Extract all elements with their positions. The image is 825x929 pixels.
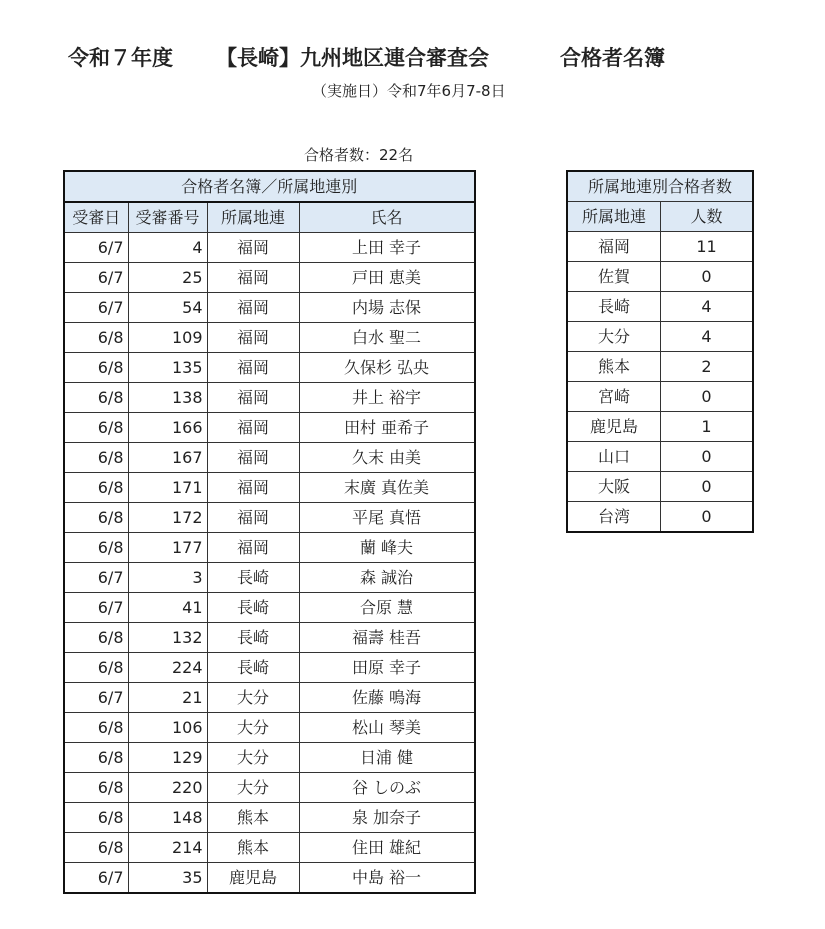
summary-region-cell: 熊本 xyxy=(567,352,661,382)
exam-number-cell: 3 xyxy=(128,563,207,593)
summary-count-cell: 0 xyxy=(661,502,754,533)
summary-header-count: 人数 xyxy=(661,202,754,232)
region-cell: 福岡 xyxy=(207,413,299,443)
exam-date-cell: 6/8 xyxy=(64,323,128,353)
table-row xyxy=(64,623,475,653)
title-event: 【長崎】九州地区連合審査会 xyxy=(216,46,489,70)
region-cell: 福岡 xyxy=(207,353,299,383)
name-cell: 戸田 恵美 xyxy=(299,263,475,293)
table-row xyxy=(64,533,475,563)
summary-region-cell: 福岡 xyxy=(567,232,661,262)
summary-count-cell: 0 xyxy=(661,382,754,412)
main-table-title: 合格者名簿／所属地連別 xyxy=(64,171,475,202)
summary-row xyxy=(567,382,753,412)
summary-count-cell: 0 xyxy=(661,472,754,502)
region-cell: 長崎 xyxy=(207,653,299,683)
page-title xyxy=(68,42,768,72)
name-cell: 福壽 桂吾 xyxy=(299,623,475,653)
table-row xyxy=(64,293,475,323)
region-cell: 福岡 xyxy=(207,323,299,353)
summary-count-cell: 4 xyxy=(661,322,754,352)
region-cell: 福岡 xyxy=(207,263,299,293)
summary-row xyxy=(567,322,753,352)
table-row xyxy=(64,323,475,353)
name-cell: 日浦 健 xyxy=(299,743,475,773)
header-region: 所属地連 xyxy=(207,202,299,233)
table-row xyxy=(64,863,475,894)
region-cell: 大分 xyxy=(207,713,299,743)
name-cell: 中島 裕一 xyxy=(299,863,475,894)
region-summary-table xyxy=(566,170,754,533)
table-row xyxy=(64,413,475,443)
exam-date: （実施日）令和7年6月7-8日 xyxy=(312,82,506,100)
summary-count-cell: 4 xyxy=(661,292,754,322)
exam-number-cell: 148 xyxy=(128,803,207,833)
table-row xyxy=(64,233,475,263)
name-cell: 末廣 真佐美 xyxy=(299,473,475,503)
table-row xyxy=(64,503,475,533)
table-row xyxy=(64,833,475,863)
exam-date-cell: 6/8 xyxy=(64,773,128,803)
region-cell: 長崎 xyxy=(207,593,299,623)
table-row xyxy=(64,443,475,473)
name-cell: 久保杉 弘央 xyxy=(299,353,475,383)
passer-list-body xyxy=(64,233,475,894)
summary-row xyxy=(567,472,753,502)
table-row xyxy=(64,653,475,683)
name-cell: 谷 しのぶ xyxy=(299,773,475,803)
summary-region-cell: 大分 xyxy=(567,322,661,352)
table-row xyxy=(64,263,475,293)
summary-region-cell: 台湾 xyxy=(567,502,661,533)
exam-number-cell: 132 xyxy=(128,623,207,653)
exam-date-cell: 6/7 xyxy=(64,233,128,263)
summary-row xyxy=(567,352,753,382)
exam-number-cell: 224 xyxy=(128,653,207,683)
passer-count: 合格者数：22名 xyxy=(304,146,414,164)
summary-region-cell: 大阪 xyxy=(567,472,661,502)
region-cell: 大分 xyxy=(207,773,299,803)
region-cell: 大分 xyxy=(207,683,299,713)
exam-number-cell: 166 xyxy=(128,413,207,443)
region-cell: 熊本 xyxy=(207,833,299,863)
table-row xyxy=(64,593,475,623)
exam-date-cell: 6/8 xyxy=(64,533,128,563)
region-cell: 長崎 xyxy=(207,623,299,653)
name-cell: 蘭 峰夫 xyxy=(299,533,475,563)
exam-number-cell: 172 xyxy=(128,503,207,533)
exam-number-cell: 220 xyxy=(128,773,207,803)
exam-number-cell: 214 xyxy=(128,833,207,863)
summary-count-cell: 1 xyxy=(661,412,754,442)
name-cell: 白水 聖二 xyxy=(299,323,475,353)
header-name: 氏名 xyxy=(299,202,475,233)
exam-number-cell: 35 xyxy=(128,863,207,894)
exam-date-cell: 6/8 xyxy=(64,383,128,413)
summary-region-cell: 佐賀 xyxy=(567,262,661,292)
summary-count-cell: 0 xyxy=(661,442,754,472)
table-row xyxy=(64,713,475,743)
exam-date-cell: 6/7 xyxy=(64,683,128,713)
summary-region-cell: 鹿児島 xyxy=(567,412,661,442)
table-row xyxy=(64,773,475,803)
title-list: 合格者名簿 xyxy=(560,46,665,70)
exam-date-cell: 6/8 xyxy=(64,623,128,653)
region-cell: 長崎 xyxy=(207,563,299,593)
name-cell: 平尾 真悟 xyxy=(299,503,475,533)
exam-date-cell: 6/8 xyxy=(64,473,128,503)
name-cell: 田村 亜希子 xyxy=(299,413,475,443)
summary-row xyxy=(567,232,753,262)
exam-date-cell: 6/7 xyxy=(64,593,128,623)
region-cell: 福岡 xyxy=(207,503,299,533)
name-cell: 久末 由美 xyxy=(299,443,475,473)
header-exam-number: 受審番号 xyxy=(128,202,207,233)
exam-number-cell: 167 xyxy=(128,443,207,473)
region-cell: 福岡 xyxy=(207,473,299,503)
name-cell: 合原 慧 xyxy=(299,593,475,623)
summary-row xyxy=(567,502,753,533)
exam-date-cell: 6/7 xyxy=(64,263,128,293)
exam-number-cell: 171 xyxy=(128,473,207,503)
region-cell: 福岡 xyxy=(207,293,299,323)
name-cell: 内場 志保 xyxy=(299,293,475,323)
region-cell: 福岡 xyxy=(207,533,299,563)
summary-count-cell: 0 xyxy=(661,262,754,292)
exam-date-cell: 6/8 xyxy=(64,743,128,773)
header-exam-date: 受審日 xyxy=(64,202,128,233)
name-cell: 森 誠治 xyxy=(299,563,475,593)
exam-date-cell: 6/8 xyxy=(64,503,128,533)
summary-row xyxy=(567,412,753,442)
exam-date-cell: 6/8 xyxy=(64,443,128,473)
summary-region-cell: 山口 xyxy=(567,442,661,472)
exam-number-cell: 138 xyxy=(128,383,207,413)
exam-number-cell: 106 xyxy=(128,713,207,743)
exam-date-cell: 6/8 xyxy=(64,413,128,443)
name-cell: 泉 加奈子 xyxy=(299,803,475,833)
summary-row xyxy=(567,442,753,472)
exam-number-cell: 25 xyxy=(128,263,207,293)
region-cell: 大分 xyxy=(207,743,299,773)
name-cell: 佐藤 鳴海 xyxy=(299,683,475,713)
summary-count-cell: 11 xyxy=(661,232,754,262)
name-cell: 松山 琴美 xyxy=(299,713,475,743)
summary-header-region: 所属地連 xyxy=(567,202,661,232)
name-cell: 上田 幸子 xyxy=(299,233,475,263)
summary-region-cell: 宮崎 xyxy=(567,382,661,412)
exam-date-cell: 6/7 xyxy=(64,293,128,323)
summary-count-cell: 2 xyxy=(661,352,754,382)
exam-number-cell: 177 xyxy=(128,533,207,563)
name-cell: 住田 雄紀 xyxy=(299,833,475,863)
table-row xyxy=(64,563,475,593)
exam-date-cell: 6/8 xyxy=(64,713,128,743)
region-cell: 福岡 xyxy=(207,383,299,413)
summary-region-cell: 長崎 xyxy=(567,292,661,322)
table-row xyxy=(64,743,475,773)
exam-number-cell: 21 xyxy=(128,683,207,713)
exam-date-cell: 6/8 xyxy=(64,353,128,383)
table-row xyxy=(64,473,475,503)
exam-number-cell: 135 xyxy=(128,353,207,383)
region-cell: 福岡 xyxy=(207,443,299,473)
table-row xyxy=(64,383,475,413)
exam-date-cell: 6/7 xyxy=(64,863,128,894)
exam-number-cell: 4 xyxy=(128,233,207,263)
region-cell: 鹿児島 xyxy=(207,863,299,894)
name-cell: 田原 幸子 xyxy=(299,653,475,683)
exam-date-cell: 6/8 xyxy=(64,653,128,683)
region-summary-body xyxy=(567,232,753,533)
region-cell: 福岡 xyxy=(207,233,299,263)
exam-number-cell: 109 xyxy=(128,323,207,353)
exam-number-cell: 41 xyxy=(128,593,207,623)
exam-date-cell: 6/8 xyxy=(64,803,128,833)
exam-number-cell: 54 xyxy=(128,293,207,323)
table-row xyxy=(64,353,475,383)
passer-list-table xyxy=(63,170,476,894)
region-cell: 熊本 xyxy=(207,803,299,833)
summary-row xyxy=(567,292,753,322)
exam-date-cell: 6/8 xyxy=(64,833,128,863)
table-row xyxy=(64,683,475,713)
table-row xyxy=(64,803,475,833)
name-cell: 井上 裕宇 xyxy=(299,383,475,413)
exam-date-cell: 6/7 xyxy=(64,563,128,593)
summary-table-title: 所属地連別合格者数 xyxy=(567,171,753,202)
summary-row xyxy=(567,262,753,292)
title-year: 令和７年度 xyxy=(68,46,173,70)
exam-number-cell: 129 xyxy=(128,743,207,773)
